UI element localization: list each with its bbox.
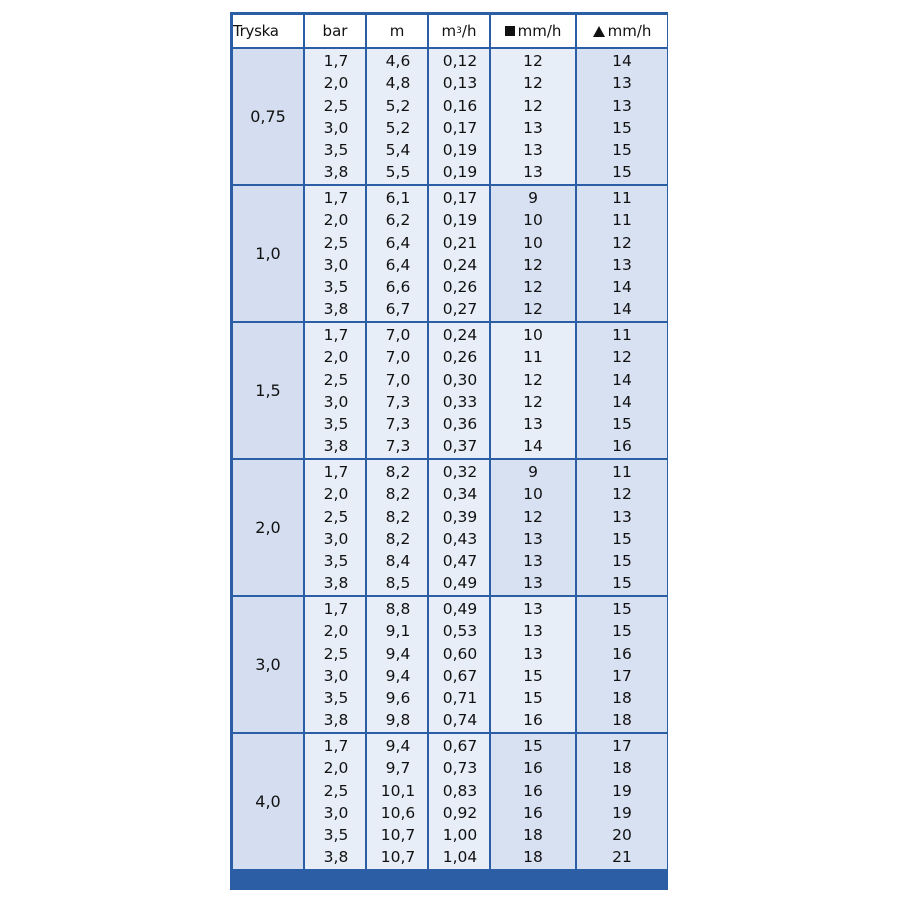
table-cell: 1,7 bbox=[323, 189, 349, 207]
table-cell: 0,21 bbox=[442, 233, 478, 252]
table-cell: 15 bbox=[523, 737, 543, 755]
table-cell: 6,4 bbox=[385, 255, 411, 274]
header-flow-sup: 3 bbox=[456, 26, 462, 36]
table-cell: 11 bbox=[523, 348, 543, 367]
table-cell: 7,3 bbox=[385, 392, 411, 411]
table-cell: 11 bbox=[612, 189, 632, 207]
table-cell: 3,8 bbox=[323, 574, 349, 593]
square-rate-column bbox=[491, 323, 575, 458]
table-cell: 21 bbox=[612, 848, 632, 867]
table-cell: 12 bbox=[523, 255, 543, 274]
table-cell: 4,8 bbox=[385, 74, 411, 93]
table-cell: 12 bbox=[523, 74, 543, 93]
table-cell: 0,17 bbox=[442, 189, 478, 207]
table-cell: 3,8 bbox=[323, 300, 349, 319]
table-cell: 10 bbox=[523, 326, 543, 344]
table-cell: 0,26 bbox=[442, 348, 478, 367]
table-cell: 1,04 bbox=[442, 848, 478, 867]
table-cell: 18 bbox=[523, 826, 543, 845]
table-cell: 3,8 bbox=[323, 711, 349, 730]
flow-column bbox=[429, 323, 489, 458]
table-cell: 6,6 bbox=[385, 278, 411, 297]
flow-column bbox=[429, 460, 489, 595]
table-cell: 13 bbox=[523, 622, 543, 641]
header-square-spacing bbox=[491, 15, 575, 47]
table-cell: 2,5 bbox=[323, 781, 349, 800]
table-cell: 9,4 bbox=[385, 644, 411, 663]
table-cell: 13 bbox=[523, 644, 543, 663]
header-triangle-spacing bbox=[577, 15, 667, 47]
nozzle-size: 4,0 bbox=[233, 734, 303, 869]
table-cell: 0,27 bbox=[442, 300, 478, 319]
table-cell: 0,12 bbox=[442, 52, 478, 70]
header-triangle-label: mm/h bbox=[607, 22, 652, 40]
table-cell: 0,53 bbox=[442, 622, 478, 641]
bar-column bbox=[305, 323, 365, 458]
table-cell: 16 bbox=[523, 711, 543, 730]
table-cell: 5,2 bbox=[385, 118, 411, 137]
flow-column bbox=[429, 186, 489, 321]
table-cell: 2,5 bbox=[323, 370, 349, 389]
bar-column bbox=[305, 186, 365, 321]
table-cell: 3,0 bbox=[323, 118, 349, 137]
table-cell: 0,39 bbox=[442, 507, 478, 526]
table-cell: 16 bbox=[523, 759, 543, 778]
square-rate-column bbox=[491, 186, 575, 321]
table-cell: 18 bbox=[523, 848, 543, 867]
table-cell: 13 bbox=[612, 74, 632, 93]
table-cell: 10,6 bbox=[380, 803, 416, 822]
table-cell: 2,0 bbox=[323, 74, 349, 93]
table-cell: 9,1 bbox=[385, 622, 411, 641]
table-cell: 19 bbox=[612, 803, 632, 822]
table-cell: 0,37 bbox=[442, 437, 478, 456]
table-cell: 16 bbox=[612, 644, 632, 663]
table-cell: 9,6 bbox=[385, 689, 411, 708]
table-cell: 12 bbox=[612, 233, 632, 252]
table-cell: 0,60 bbox=[442, 644, 478, 663]
table-cell: 2,0 bbox=[323, 485, 349, 504]
table-cell: 2,5 bbox=[323, 507, 349, 526]
table-cell: 0,36 bbox=[442, 415, 478, 434]
table-cell: 1,00 bbox=[442, 826, 478, 845]
table-cell: 17 bbox=[612, 737, 632, 755]
table-cell: 6,4 bbox=[385, 233, 411, 252]
table-cell: 14 bbox=[523, 437, 543, 456]
table-cell: 3,0 bbox=[323, 666, 349, 685]
table-cell: 13 bbox=[523, 529, 543, 548]
bar-column bbox=[305, 49, 365, 184]
table-cell: 0,83 bbox=[442, 781, 478, 800]
table-cell: 8,4 bbox=[385, 552, 411, 571]
header-flow-suffix: /h bbox=[461, 22, 477, 40]
table-cell: 9,4 bbox=[385, 737, 411, 755]
table-cell: 2,0 bbox=[323, 759, 349, 778]
table-cell: 13 bbox=[523, 600, 543, 618]
table-cell: 12 bbox=[523, 300, 543, 319]
square-icon bbox=[505, 26, 515, 36]
table-cell: 15 bbox=[523, 689, 543, 708]
table-cell: 0,49 bbox=[442, 574, 478, 593]
nozzle-size: 2,0 bbox=[233, 460, 303, 595]
table-cell: 7,3 bbox=[385, 437, 411, 456]
table-cell: 1,7 bbox=[323, 52, 349, 70]
table-cell: 0,24 bbox=[442, 326, 478, 344]
table-cell: 1,7 bbox=[323, 326, 349, 344]
table-cell: 5,4 bbox=[385, 141, 411, 160]
table-cell: 15 bbox=[612, 552, 632, 571]
radius-column bbox=[367, 597, 427, 732]
table-cell: 14 bbox=[612, 52, 632, 70]
table-cell: 12 bbox=[523, 392, 543, 411]
table-cell: 10,1 bbox=[380, 781, 416, 800]
table-cell: 13 bbox=[523, 163, 543, 182]
nozzle-size: 1,0 bbox=[233, 186, 303, 321]
table-cell: 0,24 bbox=[442, 255, 478, 274]
table-cell: 14 bbox=[612, 370, 632, 389]
table-cell: 16 bbox=[523, 781, 543, 800]
radius-column bbox=[367, 186, 427, 321]
table-cell: 15 bbox=[612, 415, 632, 434]
table-cell: 13 bbox=[523, 118, 543, 137]
table-cell: 4,6 bbox=[385, 52, 411, 70]
header-square-label: mm/h bbox=[517, 22, 562, 40]
triangle-rate-column bbox=[577, 186, 667, 321]
radius-column bbox=[367, 323, 427, 458]
table-cell: 20 bbox=[612, 826, 632, 845]
nozzle-size: 1,5 bbox=[233, 323, 303, 458]
table-cell: 12 bbox=[523, 278, 543, 297]
flow-column bbox=[429, 734, 489, 869]
table-cell: 2,5 bbox=[323, 233, 349, 252]
triangle-rate-column bbox=[577, 734, 667, 869]
table-cell: 3,0 bbox=[323, 529, 349, 548]
table-cell: 0,33 bbox=[442, 392, 478, 411]
header-flow-prefix: m bbox=[441, 22, 457, 40]
table-cell: 3,5 bbox=[323, 689, 349, 708]
table-cell: 18 bbox=[612, 759, 632, 778]
radius-column bbox=[367, 49, 427, 184]
table-cell: 8,5 bbox=[385, 574, 411, 593]
table-cell: 5,2 bbox=[385, 96, 411, 115]
table-cell: 11 bbox=[612, 463, 632, 481]
table-cell: 15 bbox=[612, 574, 632, 593]
table-cell: 16 bbox=[523, 803, 543, 822]
table-cell: 0,32 bbox=[442, 463, 478, 481]
table-cell: 10 bbox=[523, 485, 543, 504]
table-cell: 3,0 bbox=[323, 803, 349, 822]
table-cell: 0,71 bbox=[442, 689, 478, 708]
radius-column bbox=[367, 460, 427, 595]
triangle-icon bbox=[593, 26, 605, 37]
header-m: m bbox=[367, 15, 427, 47]
nozzle-performance-table bbox=[230, 12, 668, 890]
table-cell: 1,7 bbox=[323, 737, 349, 755]
table-cell: 9,4 bbox=[385, 666, 411, 685]
table-cell: 14 bbox=[612, 278, 632, 297]
table-cell: 0,34 bbox=[442, 485, 478, 504]
table-cell: 15 bbox=[612, 622, 632, 641]
table-cell: 2,0 bbox=[323, 622, 349, 641]
table-cell: 8,2 bbox=[385, 507, 411, 526]
table-cell: 10,7 bbox=[380, 826, 416, 845]
table-cell: 3,5 bbox=[323, 826, 349, 845]
table-cell: 2,0 bbox=[323, 211, 349, 230]
table-cell: 15 bbox=[612, 163, 632, 182]
table-cell: 9,7 bbox=[385, 759, 411, 778]
table-cell: 7,0 bbox=[385, 326, 411, 344]
radius-column bbox=[367, 734, 427, 869]
table-cell: 0,26 bbox=[442, 278, 478, 297]
triangle-rate-column bbox=[577, 460, 667, 595]
bar-column bbox=[305, 597, 365, 732]
table-cell: 8,2 bbox=[385, 463, 411, 481]
table-cell: 8,2 bbox=[385, 485, 411, 504]
table-cell: 12 bbox=[612, 485, 632, 504]
square-rate-column bbox=[491, 49, 575, 184]
table-cell: 13 bbox=[612, 507, 632, 526]
table-cell: 12 bbox=[612, 348, 632, 367]
table-cell: 3,5 bbox=[323, 415, 349, 434]
table-cell: 8,2 bbox=[385, 529, 411, 548]
table-cell: 11 bbox=[612, 211, 632, 230]
header-flow bbox=[429, 15, 489, 47]
table-cell: 12 bbox=[523, 52, 543, 70]
table-cell: 0,92 bbox=[442, 803, 478, 822]
table-cell: 6,2 bbox=[385, 211, 411, 230]
table-cell: 14 bbox=[612, 300, 632, 319]
table-cell: 3,8 bbox=[323, 163, 349, 182]
table-cell: 13 bbox=[523, 552, 543, 571]
table-cell: 13 bbox=[612, 255, 632, 274]
table-cell: 9 bbox=[528, 189, 538, 207]
table-cell: 0,17 bbox=[442, 118, 478, 137]
table-cell: 3,0 bbox=[323, 255, 349, 274]
nozzle-size: 3,0 bbox=[233, 597, 303, 732]
table-cell: 3,5 bbox=[323, 552, 349, 571]
triangle-rate-column bbox=[577, 597, 667, 732]
table-cell: 5,5 bbox=[385, 163, 411, 182]
bar-column bbox=[305, 734, 365, 869]
table-cell: 2,0 bbox=[323, 348, 349, 367]
table-cell: 18 bbox=[612, 689, 632, 708]
table-cell: 18 bbox=[612, 711, 632, 730]
table-cell: 16 bbox=[612, 437, 632, 456]
table-cell: 8,8 bbox=[385, 600, 411, 618]
table-cell: 0,47 bbox=[442, 552, 478, 571]
header-bar: bar bbox=[305, 15, 365, 47]
flow-column bbox=[429, 49, 489, 184]
table-cell: 0,19 bbox=[442, 163, 478, 182]
table-cell: 3,5 bbox=[323, 278, 349, 297]
table-cell: 0,43 bbox=[442, 529, 478, 548]
table-cell: 13 bbox=[612, 96, 632, 115]
square-rate-column bbox=[491, 597, 575, 732]
table-cell: 6,1 bbox=[385, 189, 411, 207]
table-cell: 0,19 bbox=[442, 141, 478, 160]
table-cell: 1,7 bbox=[323, 600, 349, 618]
table-cell: 13 bbox=[523, 574, 543, 593]
table-cell: 1,7 bbox=[323, 463, 349, 481]
table-cell: 6,7 bbox=[385, 300, 411, 319]
table-cell: 0,19 bbox=[442, 211, 478, 230]
table-cell: 3,8 bbox=[323, 437, 349, 456]
triangle-rate-column bbox=[577, 49, 667, 184]
table-cell: 0,73 bbox=[442, 759, 478, 778]
flow-column bbox=[429, 597, 489, 732]
square-rate-column bbox=[491, 460, 575, 595]
table-cell: 7,0 bbox=[385, 348, 411, 367]
table-cell: 7,3 bbox=[385, 415, 411, 434]
table-cell: 17 bbox=[612, 666, 632, 685]
table-cell: 0,13 bbox=[442, 74, 478, 93]
table-cell: 12 bbox=[523, 96, 543, 115]
table-cell: 3,0 bbox=[323, 392, 349, 411]
bar-column bbox=[305, 460, 365, 595]
square-rate-column bbox=[491, 734, 575, 869]
table-cell: 2,5 bbox=[323, 96, 349, 115]
table-cell: 15 bbox=[612, 529, 632, 548]
table-cell: 10 bbox=[523, 211, 543, 230]
table-cell: 9,8 bbox=[385, 711, 411, 730]
table-cell: 15 bbox=[612, 118, 632, 137]
triangle-rate-column bbox=[577, 323, 667, 458]
table-cell: 15 bbox=[612, 600, 632, 618]
table-cell: 12 bbox=[523, 370, 543, 389]
table-cell: 2,5 bbox=[323, 644, 349, 663]
table-cell: 12 bbox=[523, 507, 543, 526]
table-cell: 0,30 bbox=[442, 370, 478, 389]
table-cell: 15 bbox=[523, 666, 543, 685]
table-cell: 10,7 bbox=[380, 848, 416, 867]
table-cell: 0,16 bbox=[442, 96, 478, 115]
table-cell: 3,5 bbox=[323, 141, 349, 160]
table-cell: 10 bbox=[523, 233, 543, 252]
table-cell: 13 bbox=[523, 141, 543, 160]
table-cell: 3,8 bbox=[323, 848, 349, 867]
table-cell: 9 bbox=[528, 463, 538, 481]
table-cell: 11 bbox=[612, 326, 632, 344]
table-cell: 0,67 bbox=[442, 666, 478, 685]
header-nozzle: Tryska bbox=[233, 15, 303, 47]
table-cell: 14 bbox=[612, 392, 632, 411]
table-cell: 19 bbox=[612, 781, 632, 800]
table-grid bbox=[233, 15, 665, 887]
table-cell: 7,0 bbox=[385, 370, 411, 389]
table-cell: 0,67 bbox=[442, 737, 478, 755]
table-cell: 13 bbox=[523, 415, 543, 434]
nozzle-size: 0,75 bbox=[233, 49, 303, 184]
table-cell: 0,49 bbox=[442, 600, 478, 618]
table-cell: 0,74 bbox=[442, 711, 478, 730]
table-cell: 15 bbox=[612, 141, 632, 160]
